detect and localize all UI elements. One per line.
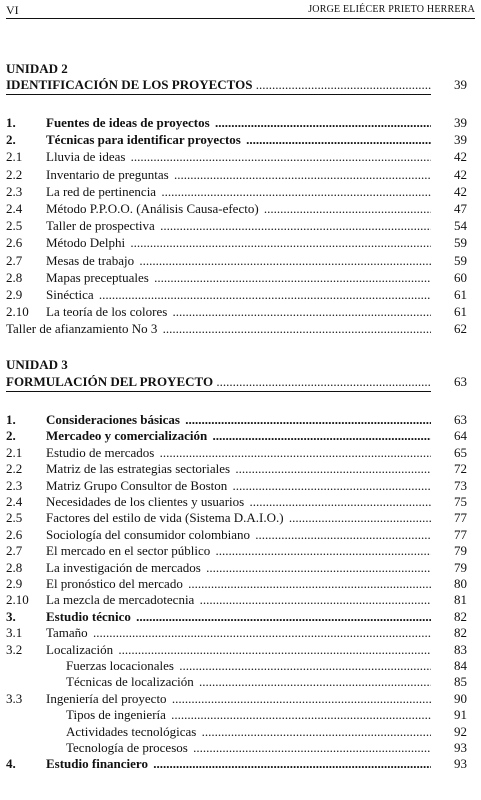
toc-entry-number: 3.2 xyxy=(6,641,23,657)
toc-entry-title: Actividades tecnológicas xyxy=(66,723,197,739)
toc-entry xyxy=(6,560,467,576)
toc-entry-number: 3.3 xyxy=(6,690,23,706)
toc-entry xyxy=(6,184,467,200)
toc-entry-page: 65 xyxy=(454,444,467,460)
toc-entry-page: 60 xyxy=(454,269,467,285)
toc-entry xyxy=(6,428,467,444)
toc-entry xyxy=(6,707,467,723)
toc-entry-page: 79 xyxy=(454,543,467,559)
toc-entry-number: 2.8 xyxy=(6,559,23,575)
toc-entry-title: Consideraciones básicas xyxy=(46,412,180,427)
toc-entry-title: El mercado en el sector público xyxy=(46,543,211,559)
toc-entry-page: 85 xyxy=(454,674,467,690)
toc-entry-title: Factores del estilo de vida (Sistema D.A.I.O.) xyxy=(46,510,284,526)
toc-entry xyxy=(6,576,467,592)
toc-entry-page: 42 xyxy=(454,166,467,182)
header-rule xyxy=(6,18,475,19)
toc-entry-title: Estudio técnico xyxy=(46,608,131,624)
toc-entry-title: Método Delphi xyxy=(46,235,126,251)
toc-entry-page: 77 xyxy=(454,510,467,526)
toc-entry-page: 63 xyxy=(454,412,467,427)
toc-entry-page: 72 xyxy=(454,461,467,477)
toc-entry-number: 2.5 xyxy=(6,510,23,526)
toc-entry-number: 2.6 xyxy=(6,526,23,542)
toc-entry-title: Lluvia de ideas xyxy=(46,149,126,165)
toc-entry-page: 84 xyxy=(454,658,467,673)
toc-entry xyxy=(6,592,467,608)
toc-entry-number: 2.7 xyxy=(6,543,23,559)
toc-entry-title: Técnicas para identificar proyectos xyxy=(46,132,241,148)
toc-entry xyxy=(6,201,467,217)
toc-entry-page: 82 xyxy=(454,608,467,624)
toc-entry-page: 81 xyxy=(454,592,467,608)
toc-entry xyxy=(6,756,467,772)
toc-entry-number: 2.1 xyxy=(6,149,23,165)
toc-entry xyxy=(6,445,467,461)
toc-entry-number: 2.5 xyxy=(6,218,23,234)
toc-entry-number: 2.6 xyxy=(6,235,23,251)
toc-entry-number: 2.10 xyxy=(6,304,29,320)
toc-entry-page: 54 xyxy=(454,218,467,234)
toc-entry xyxy=(6,461,467,477)
toc-entry xyxy=(6,218,467,234)
toc-entry-title: Tamaño xyxy=(46,625,88,641)
toc-entry-title: Taller de prospectiva xyxy=(46,218,155,234)
toc-entry-number: 3. xyxy=(6,608,16,624)
toc-entry-number: 2.4 xyxy=(6,201,23,216)
toc-entry-page: 77 xyxy=(454,526,467,542)
toc-entry xyxy=(6,287,467,303)
author-name: JORGE ELIÉCER PRIETO HERRERA xyxy=(308,4,475,15)
page-number: VI xyxy=(6,3,19,17)
toc-entry xyxy=(6,691,467,707)
running-header xyxy=(6,3,475,17)
toc-entry xyxy=(6,412,467,428)
toc-entry xyxy=(6,149,467,165)
unit-3-page: 63 xyxy=(454,374,467,389)
unit-3-rule xyxy=(6,391,431,392)
toc-entry-number: 2.7 xyxy=(6,252,23,268)
unit-2-label: UNIDAD 2 xyxy=(6,61,68,76)
toc-entry xyxy=(6,658,467,674)
toc-entry-title: Técnicas de localización xyxy=(66,674,194,690)
toc-entry-title: Matriz Grupo Consultor de Boston xyxy=(46,477,228,493)
toc-entry-number: 1. xyxy=(6,412,16,427)
toc-entry-page: 91 xyxy=(454,707,467,723)
toc-entry xyxy=(6,270,467,286)
toc-entry xyxy=(6,543,467,559)
toc-entry-title: Estudio financiero xyxy=(46,756,148,772)
toc-entry-title: La investigación de mercados xyxy=(46,559,201,575)
toc-entry-page: 80 xyxy=(454,576,467,591)
toc-entry-page: 82 xyxy=(454,625,467,641)
unit-2-rule xyxy=(6,94,431,95)
toc-entry-number: 2.4 xyxy=(6,494,23,509)
toc-entry-title: Taller de afianzamiento No 3 xyxy=(6,321,158,337)
toc-entry-page: 79 xyxy=(454,559,467,575)
toc-entry-title: Mapas preceptuales xyxy=(46,269,149,285)
toc-entry-number: 1. xyxy=(6,115,16,130)
toc-entry-number: 2.3 xyxy=(6,477,23,493)
toc-entry xyxy=(6,494,467,510)
toc-entry-number: 2.9 xyxy=(6,287,23,302)
toc-entry xyxy=(6,510,467,526)
toc-entry-page: 64 xyxy=(454,428,467,444)
toc-entry-page: 42 xyxy=(454,149,467,165)
toc-entry xyxy=(6,132,467,148)
unit-2-title: IDENTIFICACIÓN DE LOS PROYECTOS ..... 39 xyxy=(6,77,467,93)
toc-entry-number: 2. xyxy=(6,132,16,148)
toc-entry-title: Sinéctica xyxy=(46,287,94,302)
toc-entry-title: Sociología del consumidor colombiano xyxy=(46,526,250,542)
toc-entry xyxy=(6,625,467,641)
toc-entry xyxy=(6,478,467,494)
toc-entry-title: Inventario de preguntas xyxy=(46,166,169,182)
toc-entry-title: Fuerzas locacionales xyxy=(66,658,174,673)
toc-entry-page: 73 xyxy=(454,477,467,493)
toc-entry-page: 93 xyxy=(454,756,467,772)
toc-entry-number: 4. xyxy=(6,756,16,772)
toc-entry-number: 2.9 xyxy=(6,576,23,591)
toc-entry-number: 2.8 xyxy=(6,269,23,285)
toc-entry-title: La teoría de los colores xyxy=(46,304,168,320)
toc-entry xyxy=(6,740,467,756)
toc-entry-number: 2.10 xyxy=(6,592,29,608)
toc-entry xyxy=(6,674,467,690)
toc-entry xyxy=(6,609,467,625)
toc-entry xyxy=(6,253,467,269)
toc-entry-title: Tecnología de procesos xyxy=(66,740,188,755)
toc-entry xyxy=(6,304,467,320)
toc-entry-title: Localización xyxy=(46,641,114,657)
toc-entry-page: 83 xyxy=(454,641,467,657)
toc-entry-title: Método P.P.O.O. (Análisis Causa-efecto) xyxy=(46,201,259,216)
toc-entry-title: Fuentes de ideas de proyectos xyxy=(46,115,210,130)
toc-entry-title: La red de pertinencia xyxy=(46,183,157,199)
toc-entry-page: 42 xyxy=(454,183,467,199)
toc-entry-title: Mercadeo y comercialización xyxy=(46,428,208,444)
toc-entry-title: El pronóstico del mercado xyxy=(46,576,183,591)
toc-entry xyxy=(6,115,467,131)
toc-entry xyxy=(6,527,467,543)
toc-entry-number: 2.3 xyxy=(6,183,23,199)
toc-entry-title: La mezcla de mercadotecnia xyxy=(46,592,195,608)
toc-entry-page: 39 xyxy=(454,115,467,130)
toc-entry-number: 2. xyxy=(6,428,16,444)
toc-entry-page: 93 xyxy=(454,740,467,755)
toc-entry xyxy=(6,642,467,658)
toc-entry-page: 75 xyxy=(454,494,467,509)
toc-entry xyxy=(6,167,467,183)
toc-entry-title: Estudio de mercados xyxy=(46,444,155,460)
toc-entry-number: 2.2 xyxy=(6,166,23,182)
toc-entry-title: Necesidades de los clientes y usuarios xyxy=(46,494,245,509)
toc-entry-page: 61 xyxy=(454,304,467,320)
toc-entry-page: 62 xyxy=(454,321,467,337)
toc-entry-page: 92 xyxy=(454,723,467,739)
toc-entry xyxy=(6,235,467,251)
toc-entry-page: 90 xyxy=(454,690,467,706)
toc-entry-title: Mesas de trabajo xyxy=(46,252,135,268)
toc-entry-title: Matriz de las estrategias sectoriales xyxy=(46,461,231,477)
toc-entry xyxy=(6,724,467,740)
unit-3-label: UNIDAD 3 xyxy=(6,357,68,372)
unit-3-title: FORMULACIÓN DEL PROYECTO ..... 63 xyxy=(6,374,467,390)
toc-entry-page: 61 xyxy=(454,287,467,302)
toc-entry-page: 59 xyxy=(454,252,467,268)
unit-2-page: 39 xyxy=(454,77,467,92)
toc-entry-title: Ingeniería del proyecto xyxy=(46,690,167,706)
toc-entry-page: 59 xyxy=(454,235,467,251)
toc-entry-page: 39 xyxy=(454,132,467,148)
toc-entry-number: 3.1 xyxy=(6,625,23,641)
toc-entry-title: Tipos de ingeniería xyxy=(66,707,166,723)
toc-entry xyxy=(6,321,467,337)
toc-entry-page: 47 xyxy=(454,201,467,216)
toc-entry-number: 2.1 xyxy=(6,444,23,460)
toc-entry-number: 2.2 xyxy=(6,461,23,477)
